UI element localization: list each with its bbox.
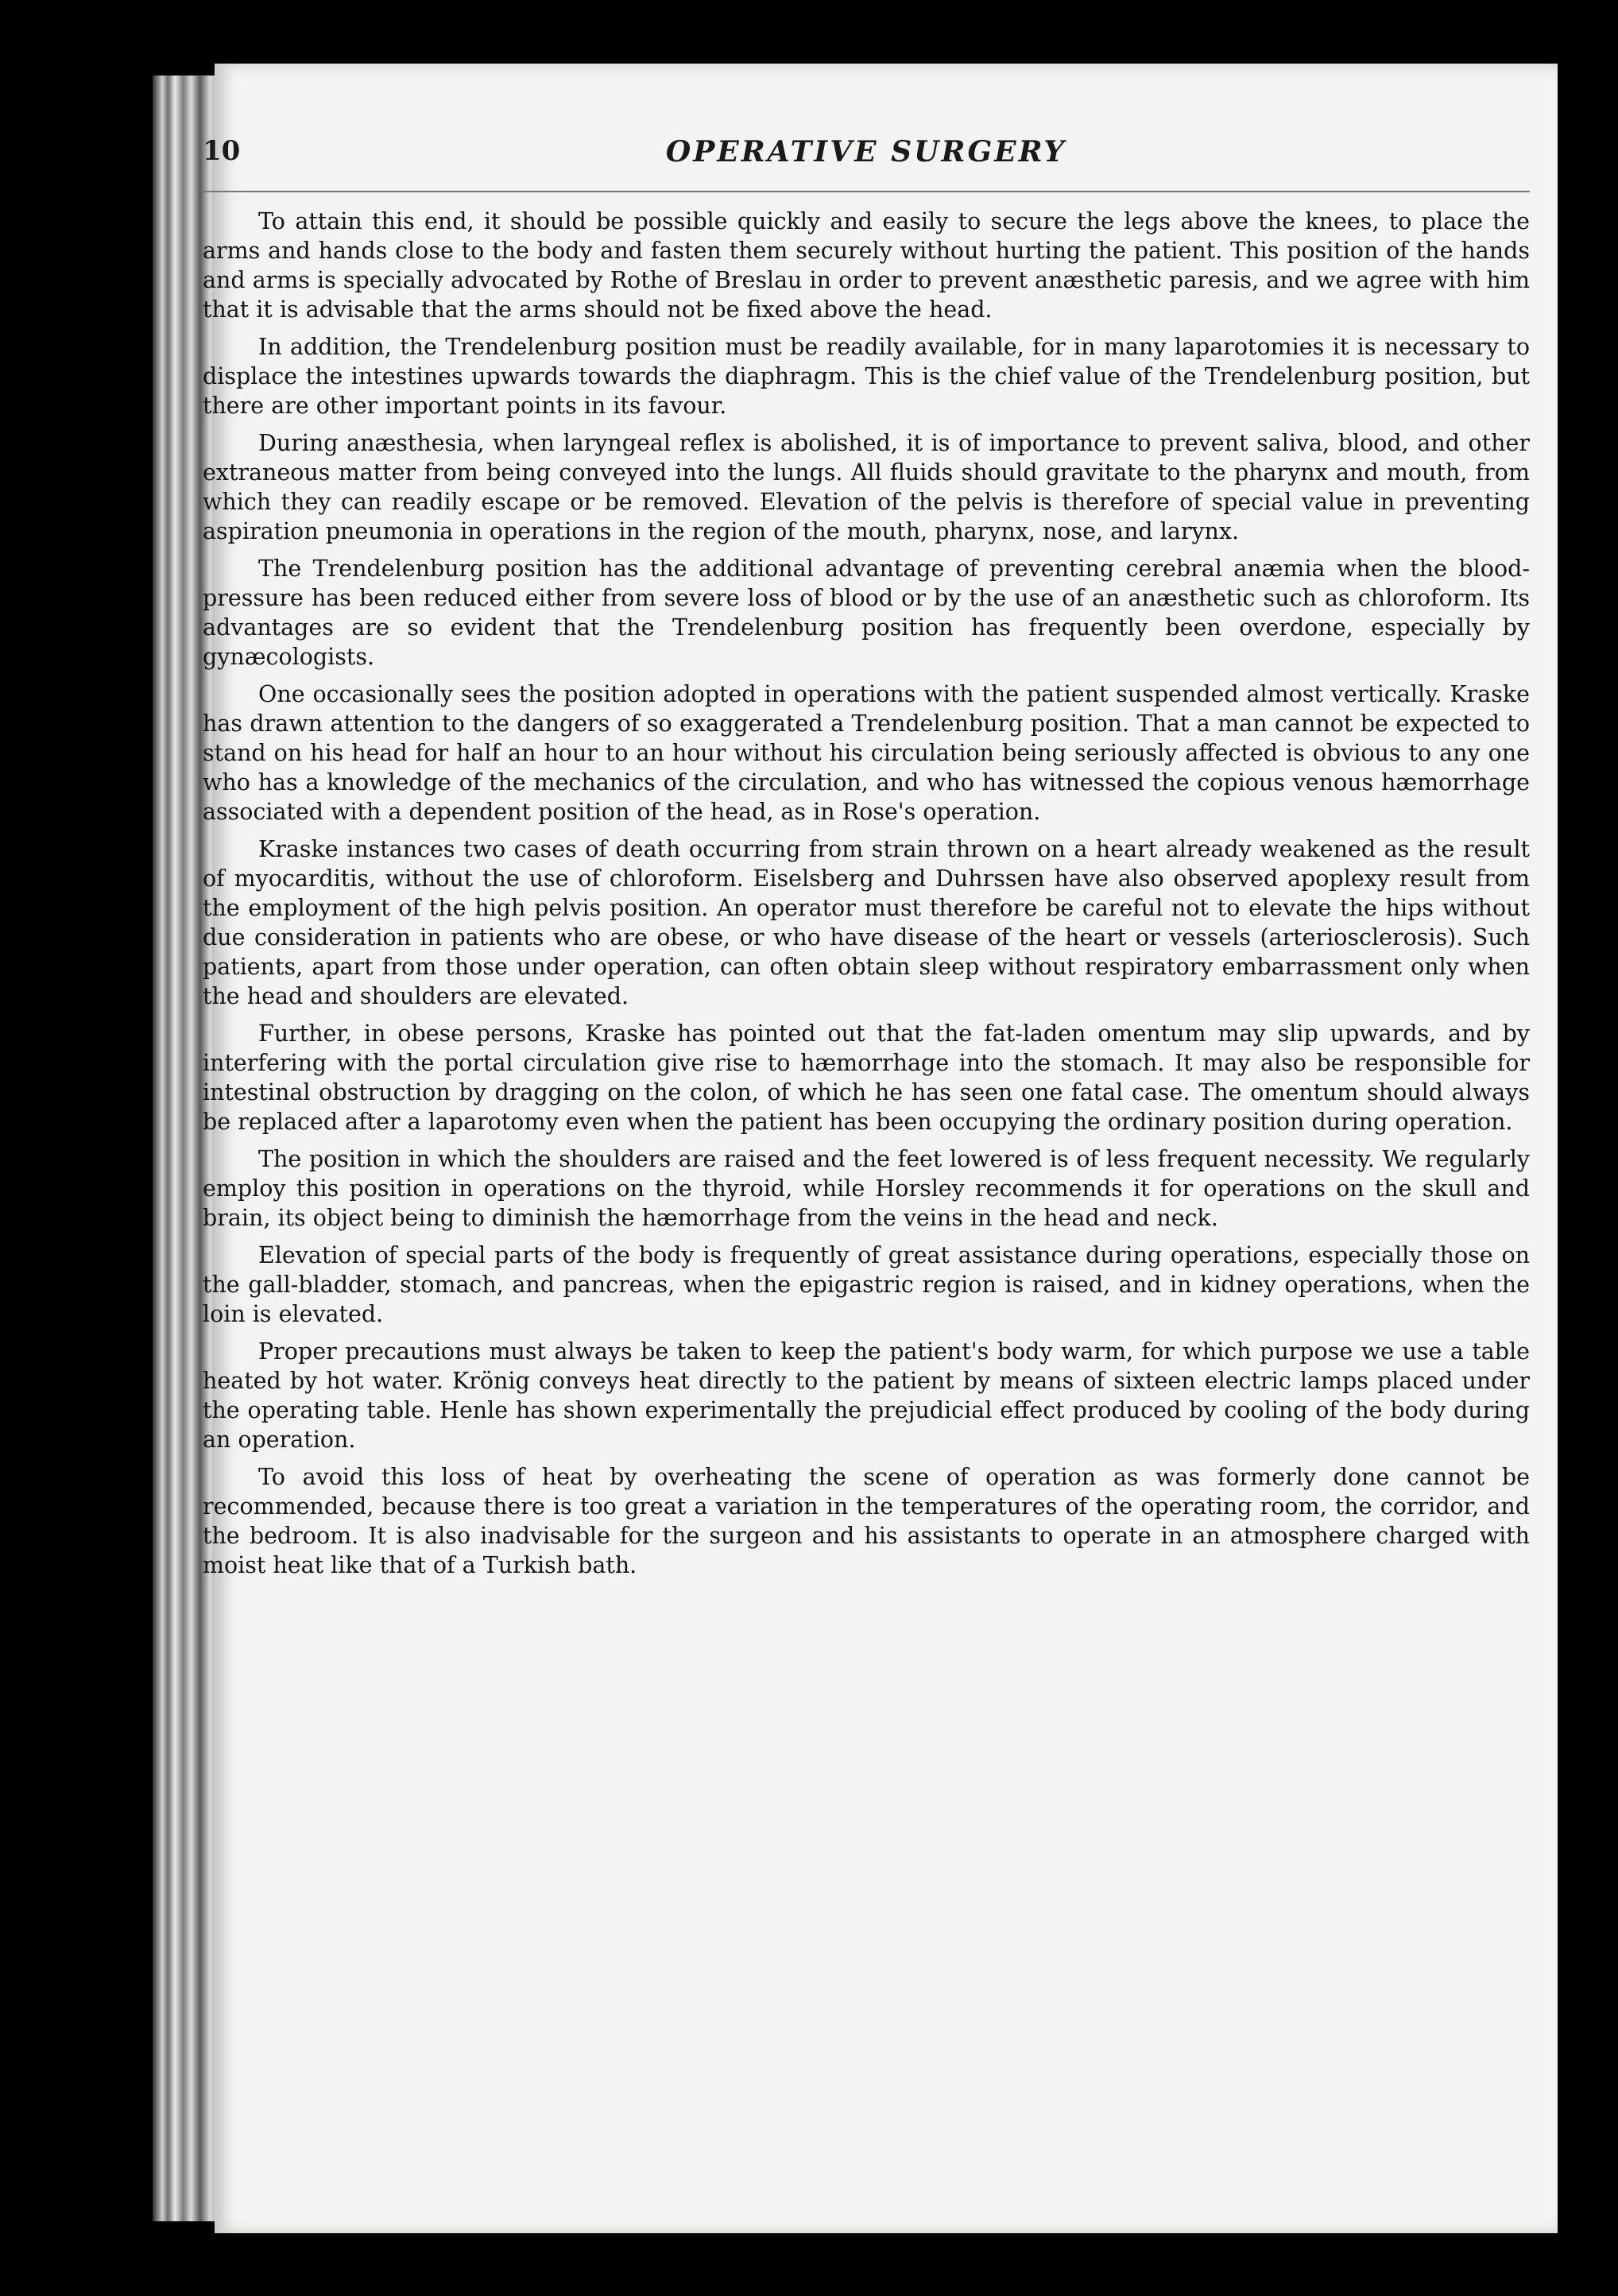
paragraph: Further, in obese persons, Kraske has pointed out that the fat-laden omentum may slip upwards, and by interfering with the portal circulation give rise to hæmorrhage into the stomach. It may also be responsible for intestinal obstruction by dragging on the colon, of which he has seen one fatal case. The omentum should always be replaced after a laparotomy even when the patient has been occupying the ordinary position during operation. xyxy=(203,1020,1530,1135)
paragraph: In addition, the Trendelenburg position must be readily available, for in many laparotomies it is necessary to displace the intestines upwards towards the diaphragm. This is the chief value of the Trendelenburg position, but there are other important points in its favour. xyxy=(203,334,1530,419)
paragraph: Elevation of special parts of the body is frequently of great assistance during operations, especially those on the gall-bladder, stomach, and pancreas, when the epigastric region is raised, and in kidney operations, when the loin is elevated. xyxy=(203,1242,1530,1327)
paragraph: Proper precautions must always be taken to keep the patient's body warm, for which purpose we use a table heated by hot water. Krönig conveys heat directly to the patient by means of sixteen electric lamps placed under the operating table. Henle has shown experimentally the prejudicial effect produced by cooling of the body during an operation. xyxy=(203,1338,1530,1453)
paragraph: To avoid this loss of heat by overheating the scene of operation as was formerly done cannot be recommended, because there is too great a variation in the temperatures of the operating room, the corridor, and the bedroom. It is also inadvisable for the surgeon and his assistants to operate in an atmosphere charged with moist heat like that of a Turkish bath. xyxy=(203,1464,1530,1578)
paragraph: Kraske instances two cases of death occurring from strain thrown on a heart already weakened as the result of myocarditis, without the use of chloroform. Eiselsberg and Duhrssen have also observed apoplexy result from the employment of the high pelvis position. An operator must therefore be careful not to elevate the hips without due consideration in patients who are obese, or who have disease of the heart or vessels (arteriosclerosis). Such patients, apart from those under operation, can often obtain sleep without respiratory embarrassment only when the head and shoulders are elevated. xyxy=(203,836,1530,1009)
page-number: 10 xyxy=(203,135,241,167)
running-head: OPERATIVE SURGERY xyxy=(665,135,1067,168)
paragraph: The position in which the shoulders are raised and the feet lowered is of less frequent necessity. We regularly employ this position in operations on the thyroid, while Horsley recommends it for operations on the skull and brain, its object being to diminish the hæmorrhage from the veins in the head and neck. xyxy=(203,1146,1530,1231)
paragraph: The Trendelenburg position has the additional advantage of preventing cerebral anæmia when the blood-pressure has been reduced either from severe loss of blood or by the use of an anæsthetic such as chloroform. Its advantages are so evident that the Trendelenburg position has frequently been overdone, especially by gynæcologists. xyxy=(203,556,1530,670)
paragraph: To attain this end, it should be possible quickly and easily to secure the legs above the knees, to place the arms and hands close to the body and fasten them securely without hurting the patient. This position of the hands and arms is specially advocated by Rothe of Breslau in order to prevent anæsthetic paresis, and we agree with him that it is advisable that the arms should not be fixed above the head. xyxy=(203,208,1530,323)
paragraph: During anæsthesia, when laryngeal reflex is abolished, it is of importance to prevent saliva, blood, and other extraneous matter from being conveyed into the lungs. All fluids should gravitate to the pharynx and mouth, from which they can readily escape or be removed. Elevation of the pelvis is therefore of special value in preventing aspiration pneumonia in operations in the region of the mouth, pharynx, nose, and larynx. xyxy=(203,430,1530,544)
paragraph: One occasionally sees the position adopted in operations with the patient suspended almost vertically. Kraske has drawn attention to the dangers of so exaggerated a Trendelenburg position. That a man cannot be expected to stand on his head for half an hour to an hour without his circulation being seriously affected is obvious to any one who has a knowledge of the mechanics of the circulation, and who has witnessed the copious venous hæmorrhage associated with a dependent position of the head, as in Rose's operation. xyxy=(203,681,1530,825)
body-text xyxy=(203,207,1530,1588)
header-rule xyxy=(203,191,1530,192)
page-header xyxy=(203,135,1530,183)
